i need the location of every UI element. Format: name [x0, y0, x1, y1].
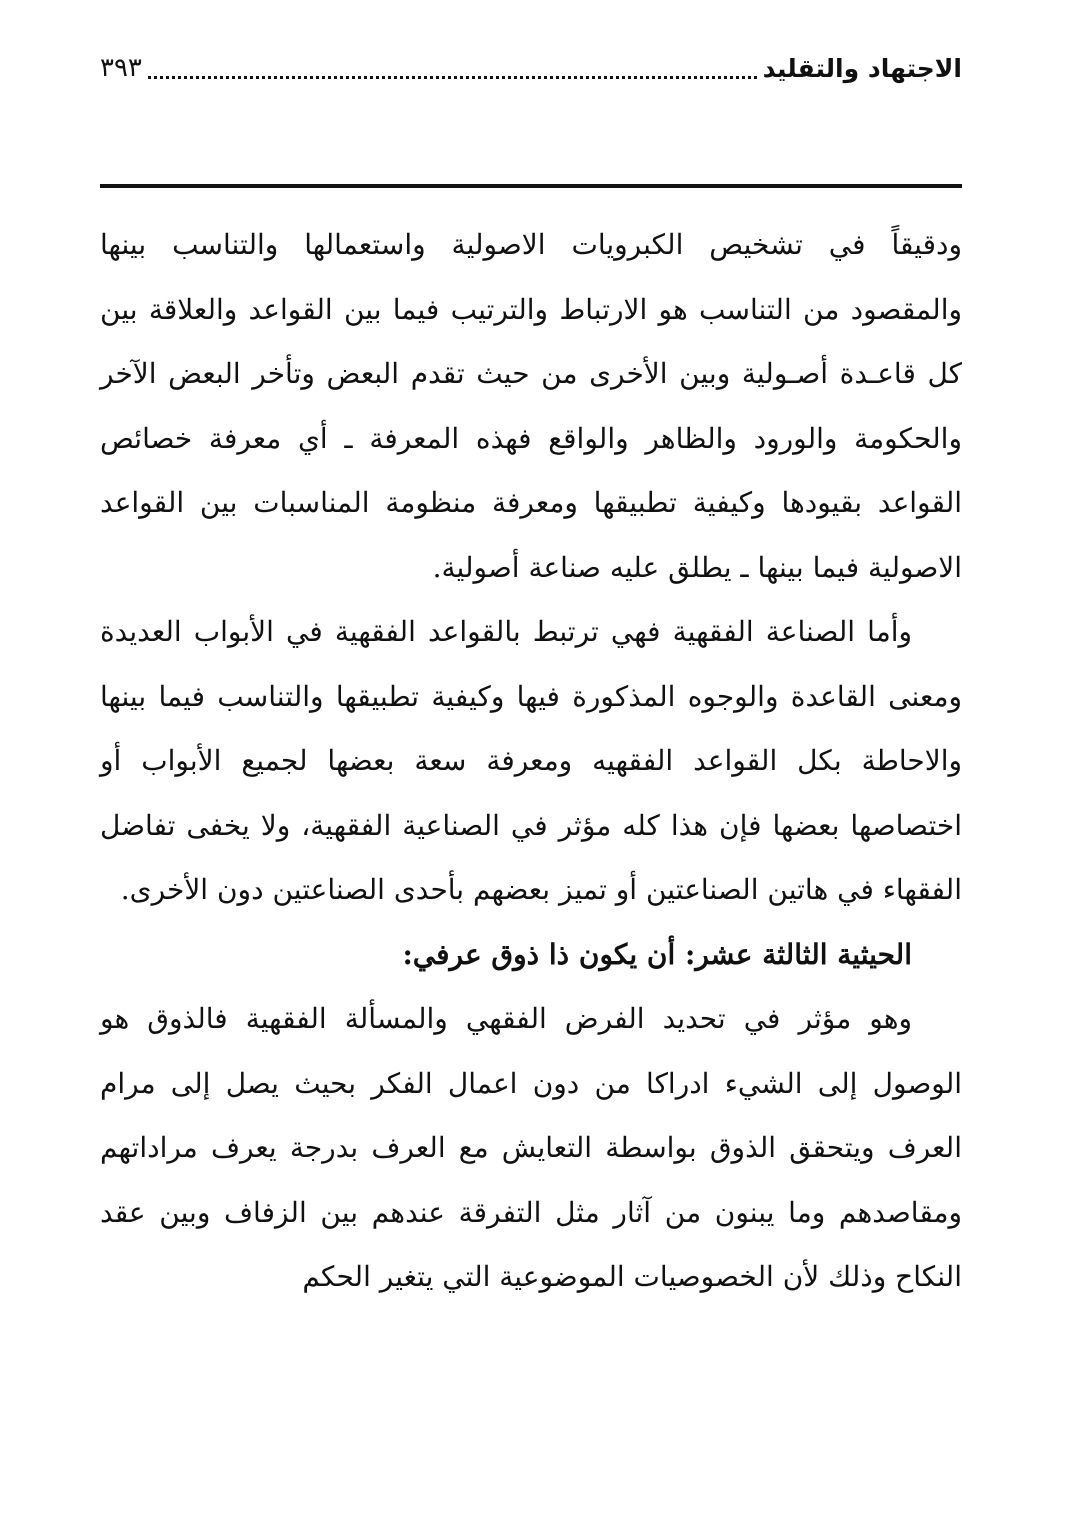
paragraph-urf-taste: وهو مؤثر في تحديد الفرض الفقهي والمسألة الفقهية فالذوق هو الوصول إلى الشيء ادراكا من دون اعمال الفكر بحيث يصل إلى مرام العرف ويتحقق الذوق بواسطة التعايش مع العرف بدرجة يعرف مراداتهم ومقاصدهم وما يبنون من آثار مثل التفرقة عندهم بين الزفاف وبين عقد النكاح وذلك لأن الخصوصيات الموضوعية التي يتغير الحكم: [100, 1002, 962, 1293]
header-divider: [100, 184, 962, 188]
running-header: [100, 48, 962, 88]
header-dot-leader: [148, 58, 757, 79]
paragraph-usul-craft: ودقيقاً في تشخيص الكبرويات الاصولية واستعمالها والتناسب بينها والمقصود من التناسب هو الارتباط والترتيب فيما بين القواعد والعلاقة بين كل قاعـدة أصـولية وبين الأخرى من حيث تقدم البعض وتأخر البعض الآخر والحكومة والورود والظاهر والواقع فهذه المعرفة ـ أي معرفة خصائص القواعد بقيودها وكيفية تطبيقها ومعرفة منظومة المناسبات بين القواعد الاصولية فيما بينها ـ يطلق عليه صناعة أصولية.: [100, 228, 962, 584]
text-body: [100, 213, 962, 1310]
chapter-title: الاجتهاد والتقليد: [762, 53, 962, 83]
page-number: ٣٩٣: [100, 53, 142, 83]
section-heading: الحيثية الثالثة عشر: أن يكون ذا ذوق عرفي:: [402, 937, 912, 971]
paragraph-fiqh-craft: وأما الصناعة الفقهية فهي ترتبط بالقواعد الفقهية في الأبواب العديدة ومعنى القاعدة والوجوه المذكورة فيها وكيفية تطبيقها والتناسب فيما بينها والاحاطة بكل القواعد الفقهيه ومعرفة سعة بعضها لجميع الأبواب أو اختصاصها بعضها فإن هذا كله مؤثر في الصناعية الفقهية، ولا يخفى تفاضل الفقهاء في هاتين الصناعتين أو تميز بعضهم بأحدى الصناعتين دون الأخرى.: [100, 615, 962, 906]
